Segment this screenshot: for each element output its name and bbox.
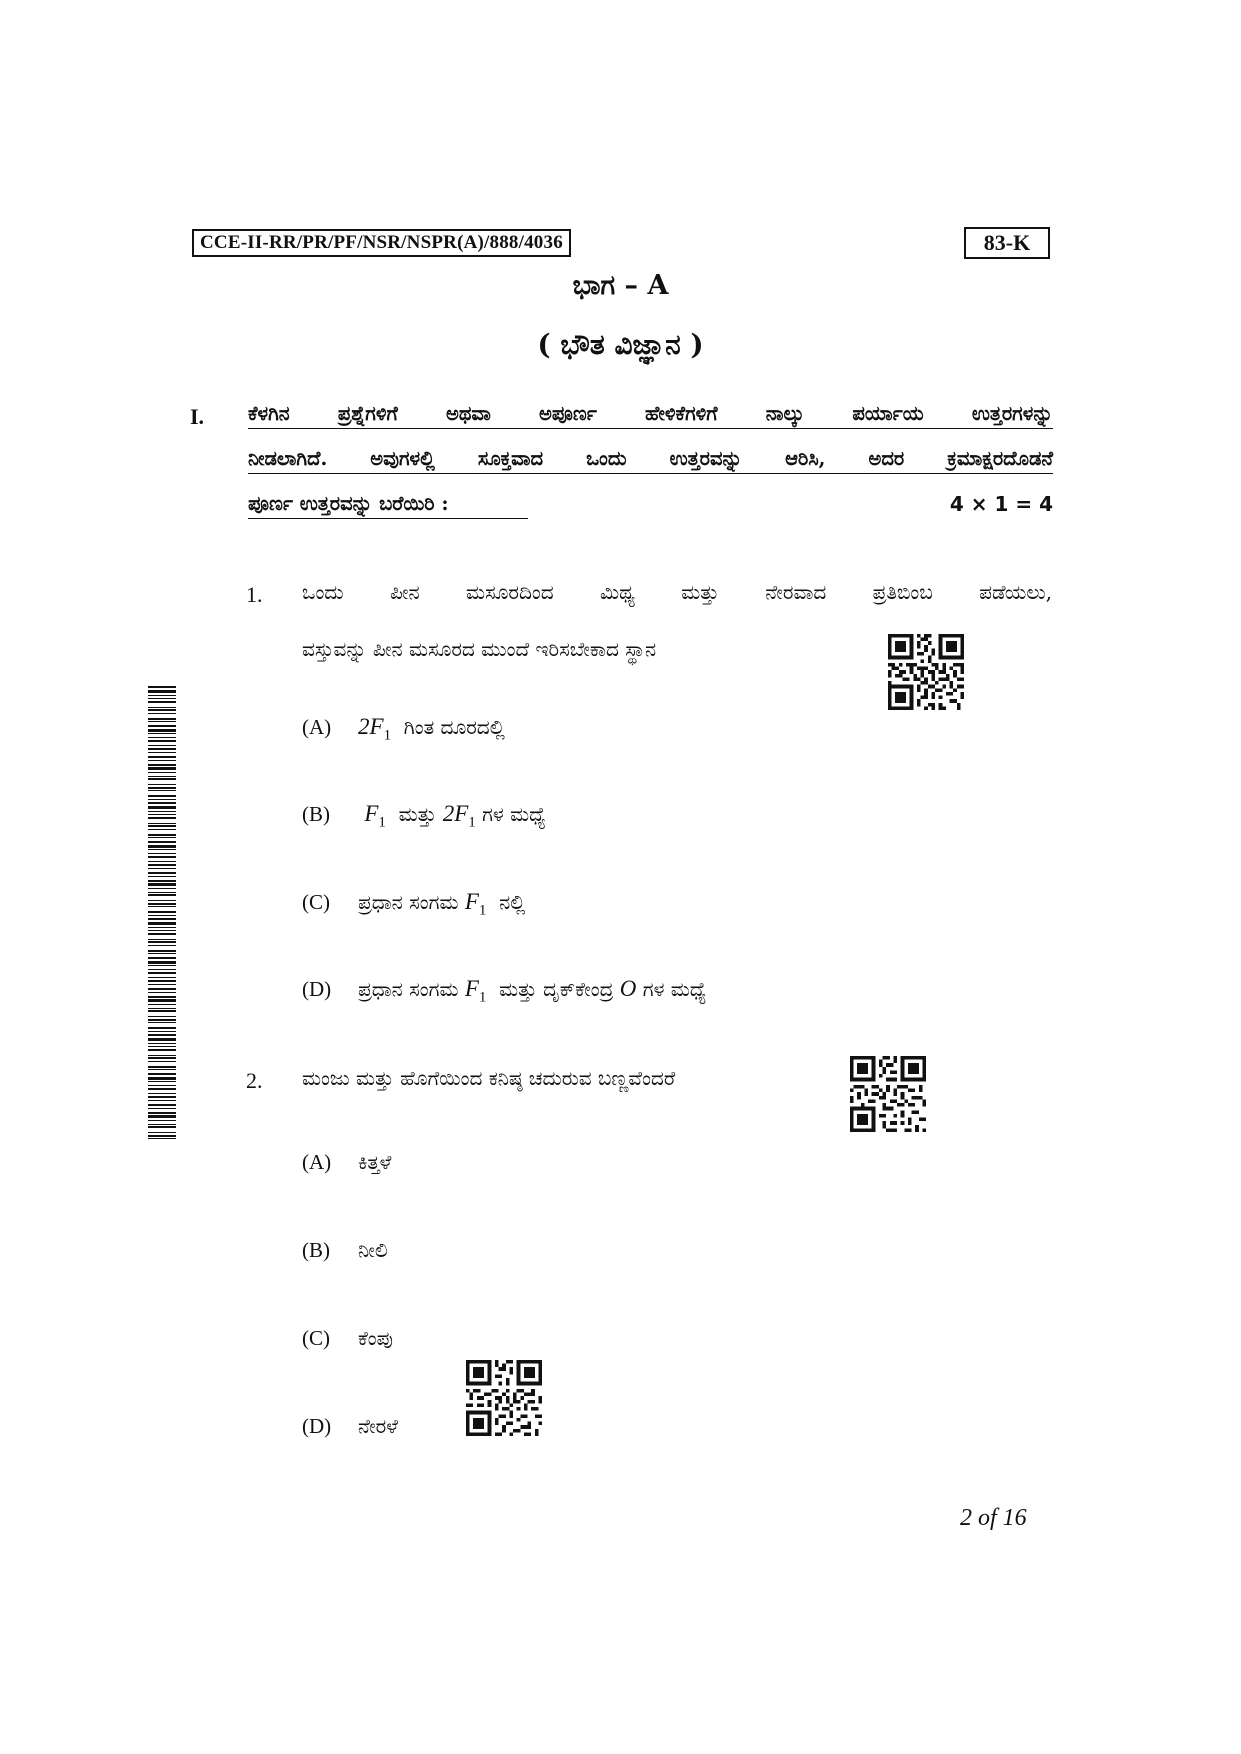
option-text: ಗಿಂತ ದೂರದಲ್ಲಿ	[403, 715, 505, 739]
option-text: ಗಳ ಮಧ್ಯೆ	[642, 977, 707, 1001]
option-letter: (D)	[302, 977, 332, 1001]
qr-code-icon	[466, 1360, 542, 1436]
part-title: ಭಾಗ – A	[572, 270, 669, 301]
qr-code-icon	[850, 1056, 926, 1132]
math-symbol: $F_1$	[464, 976, 487, 1006]
option-c[interactable]	[302, 1326, 393, 1351]
option-letter: (A)	[302, 1150, 332, 1174]
math-symbol: $2F_1$	[358, 714, 392, 744]
option-letter: (B)	[302, 1238, 330, 1262]
option-letter: (C)	[302, 890, 330, 914]
option-b[interactable]	[302, 801, 546, 832]
option-text: ಕಿತ್ತಳೆ	[358, 1150, 392, 1174]
option-text: ಕೆಂಪು	[358, 1326, 393, 1350]
option-c[interactable]	[302, 889, 525, 920]
paper-code: 83-K	[964, 227, 1050, 259]
option-letter: (B)	[302, 802, 330, 826]
option-a[interactable]	[302, 714, 505, 745]
question-text: ವಸ್ತುವನ್ನು ಪೀನ ಮಸೂರದ ಮುಂದೆ ಇರಿಸಬೇಕಾದ ಸ್ಥಾನ	[302, 637, 657, 661]
option-d[interactable]	[302, 976, 706, 1007]
section-number: I.	[190, 404, 205, 429]
option-text: ನಲ್ಲಿ	[499, 890, 526, 914]
math-symbol: O	[619, 976, 637, 1001]
option-letter: (D)	[302, 1414, 332, 1438]
option-letter: (A)	[302, 715, 332, 739]
option-text: ನೇರಳೆ	[358, 1414, 398, 1438]
option-text: ಗಳ ಮಧ್ಯೆ	[482, 802, 546, 826]
question-text: ಮಂಜು ಮತ್ತು ಹೊಗೆಯಿಂದ ಕನಿಷ್ಠ ಚದುರುವ ಬಣ್ಣವೆಂದರೆ	[302, 1066, 676, 1090]
question-number: 2.	[246, 1068, 263, 1093]
option-text: ಪ್ರಧಾನ ಸಂಗಮ	[358, 890, 459, 914]
exam-code: CCE-II-RR/PR/PF/NSR/NSPR(A)/888/4036	[192, 229, 571, 257]
section-marks: 4 × 1 = 4	[949, 492, 1053, 516]
option-b[interactable]	[302, 1238, 388, 1263]
option-text: ನೀಲಿ	[358, 1238, 388, 1262]
instruction-line: ನೀಡಲಾಗಿದೆ. ಅವುಗಳಲ್ಲಿ ಸೂಕ್ತವಾದ ಒಂದು ಉತ್ತರವನ್ನು ಆರಿಸಿ, ಅದರ ಕ್ರಮಾಕ್ಷರದೊಡನೆ	[248, 447, 1053, 474]
option-a[interactable]	[302, 1150, 391, 1175]
option-text: ಮತ್ತು	[398, 802, 437, 826]
instruction-line: ಕೆಳಗಿನ ಪ್ರಶ್ನೆಗಳಿಗೆ ಅಥವಾ ಅಪೂರ್ಣ ಹೇಳಿಕೆಗಳಿಗೆ ನಾಲ್ಕು ಪರ್ಯಾಯ ಉತ್ತರಗಳನ್ನು	[248, 402, 1053, 429]
qr-code-icon	[888, 634, 964, 710]
math-symbol: $F_1$	[364, 801, 386, 831]
math-symbol: $2F_1$	[442, 801, 476, 831]
option-d[interactable]	[302, 1414, 398, 1439]
instruction-line: ಪೂರ್ಣ ಉತ್ತರವನ್ನು ಬರೆಯಿರಿ :	[248, 492, 528, 519]
barcode-icon	[148, 686, 176, 1141]
option-text: ಮತ್ತು ದೃಕ್‌ಕೇಂದ್ರ	[499, 977, 614, 1001]
question-text: ಒಂದು ಪೀನ ಮಸೂರದಿಂದ ಮಿಥ್ಯ ಮತ್ತು ನೇರವಾದ ಪ್ರತಿಬಿಂಬ ಪಡೆಯಲು,	[302, 580, 1052, 604]
page-number: 2 of 16	[960, 1505, 1027, 1531]
question-number: 1.	[246, 582, 263, 607]
option-text: ಪ್ರಧಾನ ಸಂಗಮ	[358, 977, 459, 1001]
option-letter: (C)	[302, 1326, 330, 1350]
math-symbol: $F_1$	[464, 889, 487, 919]
subject-title: ( ಭೌತ ವಿಜ್ಞಾನ )	[537, 328, 704, 361]
